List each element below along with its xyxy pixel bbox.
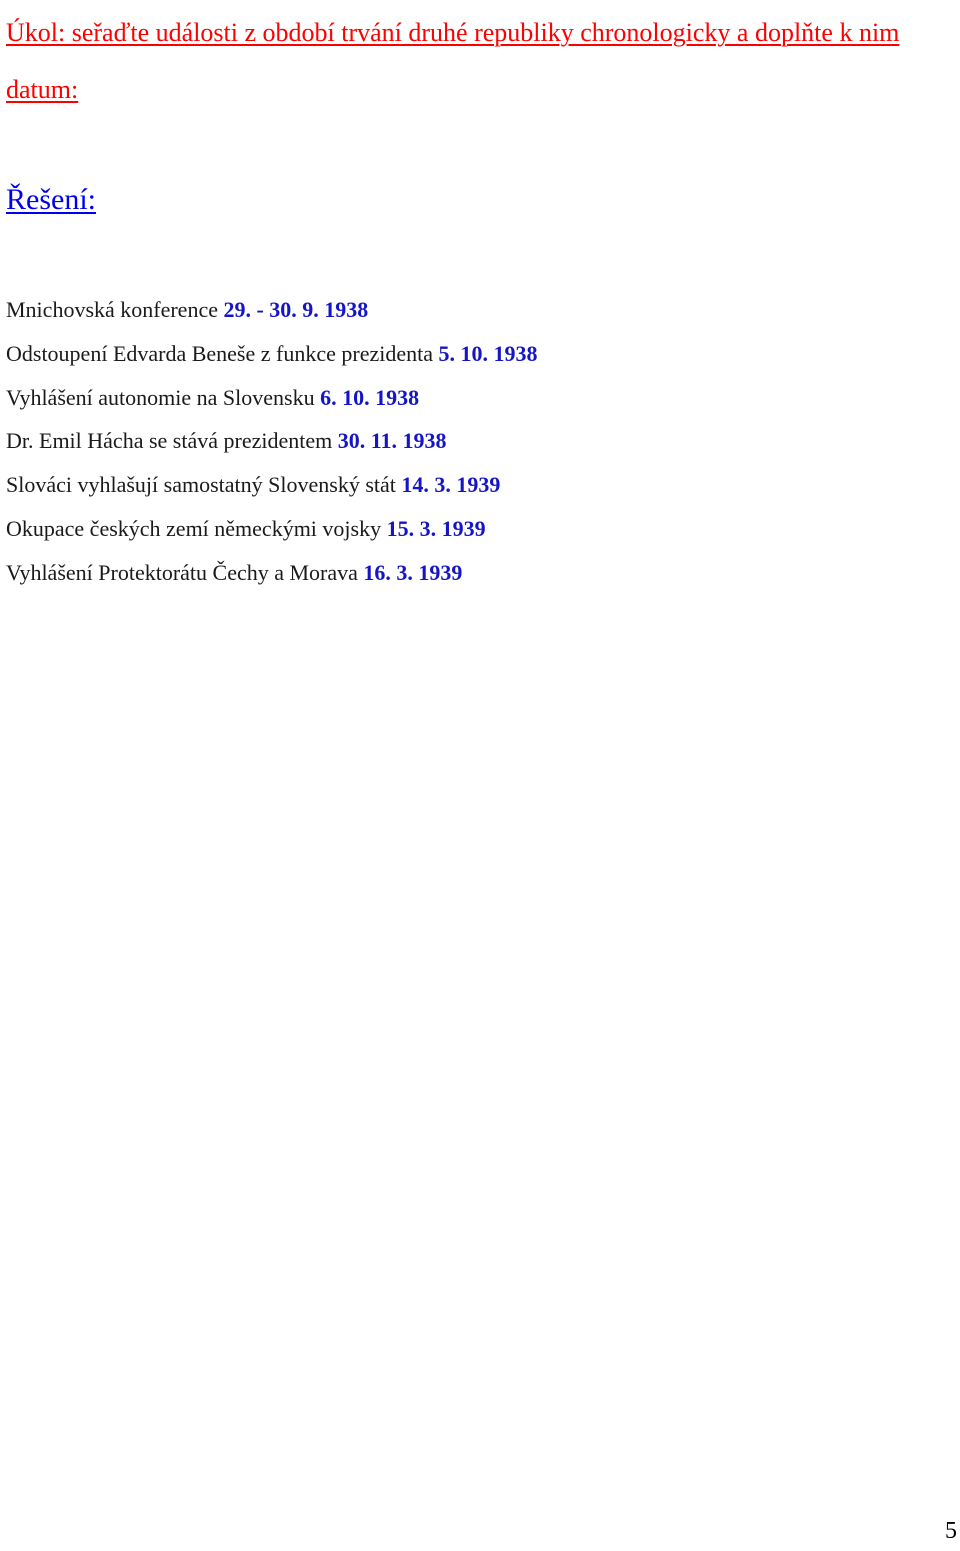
event-item (6, 376, 538, 420)
event-label: Okupace českých zemí německými vojsky (6, 515, 382, 541)
event-date: 16. 3. 1939 (363, 559, 463, 585)
event-list (6, 288, 538, 595)
event-date: 6. 10. 1938 (320, 384, 420, 410)
page-number: 5 (945, 1518, 957, 1544)
event-item (6, 332, 538, 376)
event-label: Dr. Emil Hácha se stává prezidentem (6, 428, 333, 454)
event-item (6, 288, 538, 332)
solution-heading: Řešení: (6, 183, 96, 216)
event-item (6, 419, 538, 463)
event-item (6, 463, 538, 507)
event-label: Odstoupení Edvarda Beneše z funkce prezidenta (6, 340, 433, 366)
event-item (6, 507, 538, 551)
event-label: Vyhlášení Protektorátu Čechy a Morava (6, 559, 358, 585)
event-date: 30. 11. 1938 (337, 428, 447, 454)
event-date: 29. - 30. 9. 1938 (223, 297, 369, 322)
event-date: 5. 10. 1938 (438, 340, 538, 366)
event-label: Vyhlášení autonomie na Slovensku (6, 384, 315, 410)
task-heading: Úkol: seřaďte události z období trvání druhé republiky chronologicky a doplňte k nim datum: (6, 18, 900, 104)
event-date: 15. 3. 1939 (386, 515, 486, 541)
event-date: 14. 3. 1939 (401, 472, 501, 498)
event-label: Mnichovská konference (6, 297, 218, 322)
event-item (6, 551, 538, 595)
event-label: Slováci vyhlašují samostatný Slovenský stát (6, 472, 396, 498)
